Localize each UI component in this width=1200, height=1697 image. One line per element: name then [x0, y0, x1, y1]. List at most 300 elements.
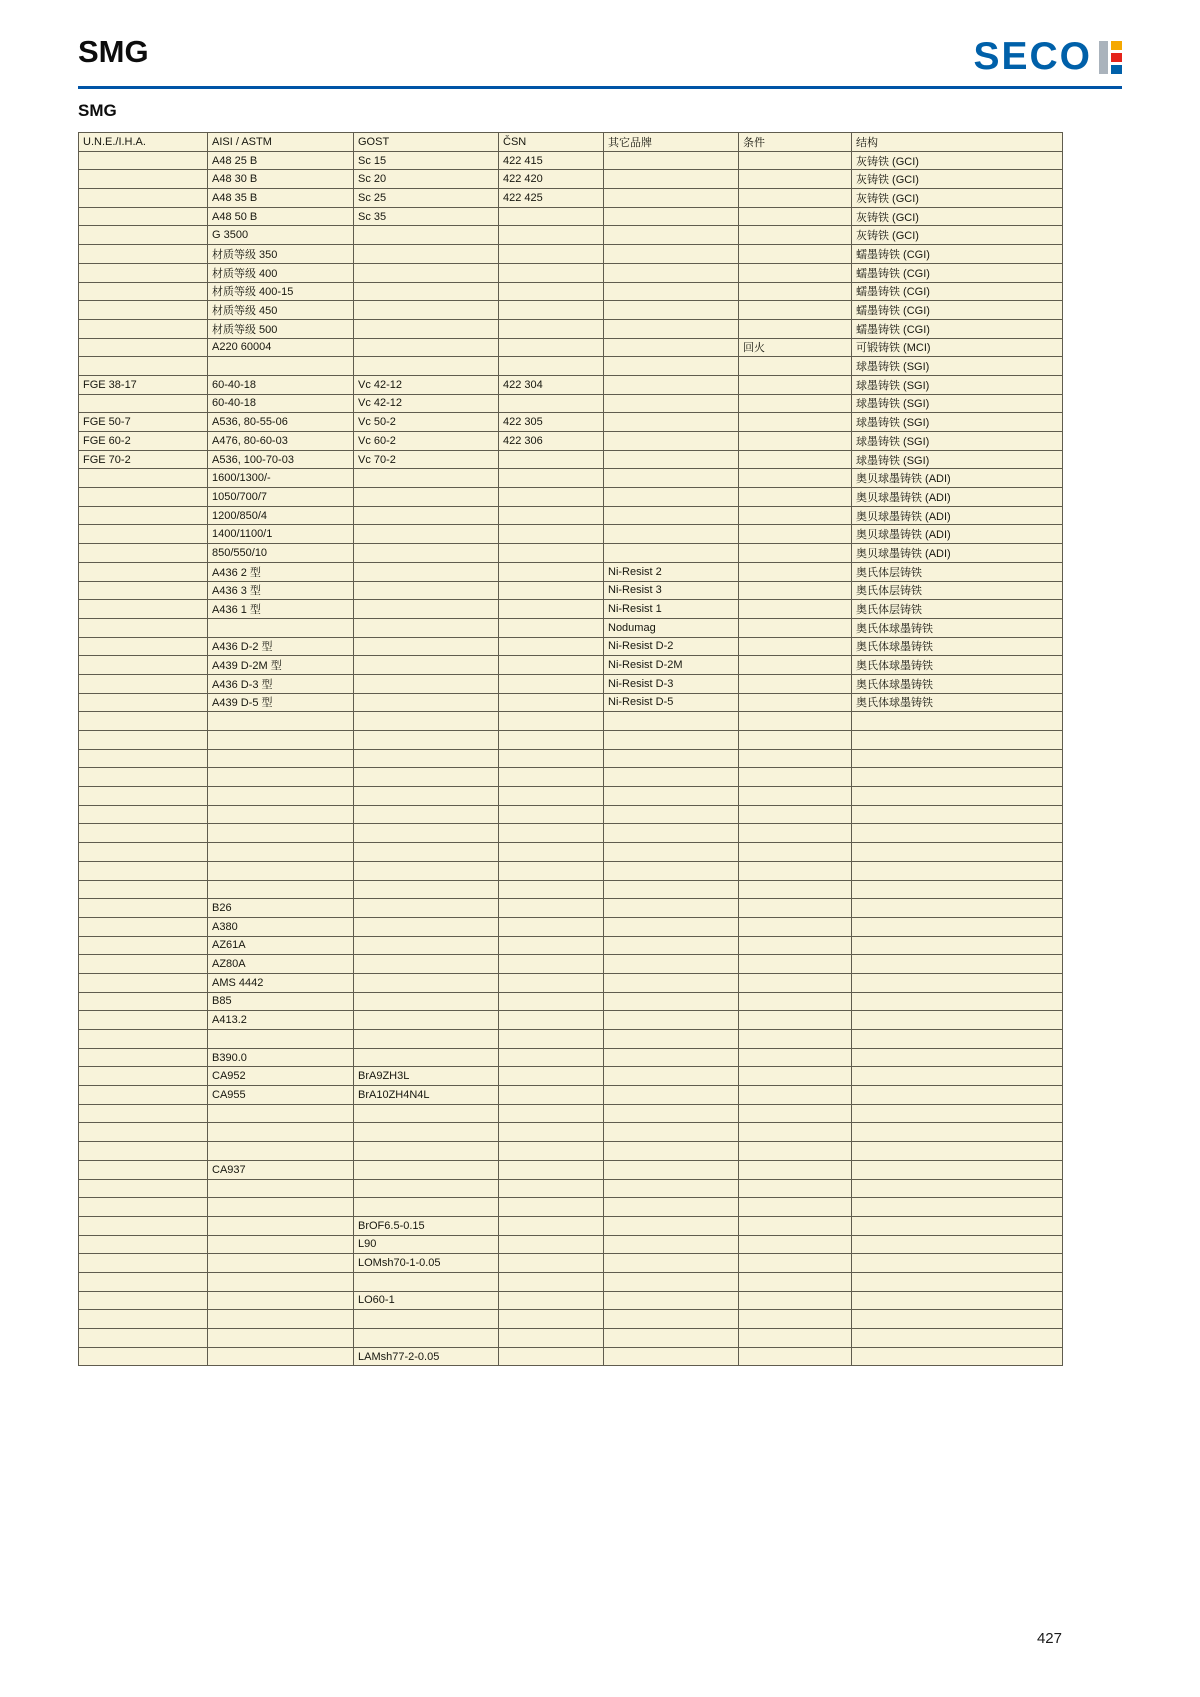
table-cell — [604, 338, 739, 357]
table-cell: FGE 60-2 — [79, 432, 208, 451]
column-header-condition: 条件 — [739, 133, 852, 152]
table-row — [79, 674, 1063, 693]
table-cell — [354, 656, 499, 675]
table-container — [78, 132, 1063, 1366]
table-cell: 灰铸铁 (GCI) — [852, 226, 1063, 245]
table-cell — [79, 207, 208, 226]
table-cell — [208, 1216, 354, 1235]
table-cell — [499, 226, 604, 245]
table-cell — [739, 1291, 852, 1310]
table-cell — [499, 245, 604, 264]
table-cell: 灰铸铁 (GCI) — [852, 207, 1063, 226]
table-cell: L90 — [354, 1235, 499, 1254]
table-row — [79, 1011, 1063, 1030]
table-cell — [604, 1160, 739, 1179]
table-cell — [354, 506, 499, 525]
table-cell — [79, 1310, 208, 1329]
table-cell — [208, 861, 354, 880]
table-cell — [604, 899, 739, 918]
table-cell: 1050/700/7 — [208, 488, 354, 507]
table-cell — [739, 506, 852, 525]
table-cell — [739, 1048, 852, 1067]
table-cell — [852, 861, 1063, 880]
table-cell — [354, 637, 499, 656]
table-cell — [499, 674, 604, 693]
table-cell — [499, 600, 604, 619]
table-cell — [208, 787, 354, 806]
table-cell — [604, 1235, 739, 1254]
table-cell: Ni-Resist D-2M — [604, 656, 739, 675]
table-cell — [739, 469, 852, 488]
table-cell — [79, 544, 208, 563]
table-cell — [739, 226, 852, 245]
table-cell: LAMsh77-2-0.05 — [354, 1347, 499, 1366]
table-cell — [499, 469, 604, 488]
table-row — [79, 506, 1063, 525]
table-cell — [79, 562, 208, 581]
table-cell — [354, 973, 499, 992]
table-cell — [739, 843, 852, 862]
table-cell: 422 425 — [499, 189, 604, 208]
table-cell — [79, 787, 208, 806]
table-cell: Sc 15 — [354, 151, 499, 170]
table-cell — [499, 787, 604, 806]
table-cell — [739, 936, 852, 955]
table-cell: LOMsh70-1-0.05 — [354, 1254, 499, 1273]
table-cell — [739, 1254, 852, 1273]
table-cell — [79, 843, 208, 862]
table-cell — [499, 656, 604, 675]
table-cell — [79, 861, 208, 880]
table-cell — [852, 1086, 1063, 1105]
table-cell — [79, 282, 208, 301]
table-cell: 材质等级 400 — [208, 263, 354, 282]
table-cell: LO60-1 — [354, 1291, 499, 1310]
table-cell — [604, 1216, 739, 1235]
table-cell — [739, 768, 852, 787]
table-cell — [208, 1123, 354, 1142]
table-cell: Ni-Resist D-2 — [604, 637, 739, 656]
table-row — [79, 1048, 1063, 1067]
table-cell — [499, 450, 604, 469]
table-cell — [604, 973, 739, 992]
table-cell: Vc 50-2 — [354, 413, 499, 432]
table-cell — [604, 805, 739, 824]
table-row — [79, 1347, 1063, 1366]
table-cell — [354, 1104, 499, 1123]
table-cell — [852, 1235, 1063, 1254]
table-cell: Ni-Resist 1 — [604, 600, 739, 619]
table-cell — [79, 1272, 208, 1291]
table-cell — [79, 1067, 208, 1086]
table-cell — [354, 805, 499, 824]
table-cell — [208, 768, 354, 787]
table-cell — [852, 917, 1063, 936]
table-cell — [604, 544, 739, 563]
table-cell — [499, 824, 604, 843]
table-cell: 奥氏体球墨铸铁 — [852, 618, 1063, 637]
table-cell: FGE 50-7 — [79, 413, 208, 432]
table-cell — [354, 1030, 499, 1049]
table-cell — [208, 805, 354, 824]
table-cell — [208, 1142, 354, 1161]
table-cell: 蠕墨铸铁 (CGI) — [852, 319, 1063, 338]
table-cell: A439 D-5 型 — [208, 693, 354, 712]
table-cell — [604, 151, 739, 170]
table-cell — [79, 992, 208, 1011]
table-cell — [208, 843, 354, 862]
table-row — [79, 637, 1063, 656]
table-row — [79, 170, 1063, 189]
table-cell — [852, 1142, 1063, 1161]
table-cell — [852, 1291, 1063, 1310]
table-cell — [79, 1030, 208, 1049]
table-cell: A436 D-2 型 — [208, 637, 354, 656]
table-cell: 奥贝球墨铸铁 (ADI) — [852, 469, 1063, 488]
table-cell — [208, 1329, 354, 1348]
table-cell — [208, 1254, 354, 1273]
table-cell — [354, 1272, 499, 1291]
table-cell — [499, 357, 604, 376]
table-cell — [604, 525, 739, 544]
table-cell: 奥氏体层铸铁 — [852, 600, 1063, 619]
table-cell: AMS 4442 — [208, 973, 354, 992]
table-row — [79, 263, 1063, 282]
table-cell — [739, 1216, 852, 1235]
table-cell — [604, 413, 739, 432]
table-cell — [604, 917, 739, 936]
table-row — [79, 824, 1063, 843]
table-cell — [79, 600, 208, 619]
table-cell — [354, 544, 499, 563]
table-cell — [604, 1310, 739, 1329]
table-cell — [354, 1142, 499, 1161]
table-cell — [79, 712, 208, 731]
table-cell — [739, 824, 852, 843]
table-cell: 蠕墨铸铁 (CGI) — [852, 245, 1063, 264]
table-cell — [852, 1067, 1063, 1086]
seco-logo-mark-icon — [1099, 41, 1122, 74]
column-header-gost: GOST — [354, 133, 499, 152]
table-cell: 回火 — [739, 338, 852, 357]
table-cell: Ni-Resist D-3 — [604, 674, 739, 693]
table-cell — [604, 301, 739, 320]
table-cell — [739, 861, 852, 880]
table-cell — [499, 880, 604, 899]
table-cell — [852, 1030, 1063, 1049]
table-cell — [499, 506, 604, 525]
table-row — [79, 1310, 1063, 1329]
table-cell — [354, 674, 499, 693]
table-cell — [852, 880, 1063, 899]
table-cell — [852, 1160, 1063, 1179]
table-cell — [499, 861, 604, 880]
table-cell — [79, 394, 208, 413]
table-cell — [604, 357, 739, 376]
table-cell — [739, 1086, 852, 1105]
table-cell — [79, 506, 208, 525]
table-cell — [604, 955, 739, 974]
table-row — [79, 151, 1063, 170]
table-cell — [739, 656, 852, 675]
table-row — [79, 282, 1063, 301]
table-cell — [208, 1198, 354, 1217]
table-cell — [499, 805, 604, 824]
table-cell: Sc 25 — [354, 189, 499, 208]
table-row — [79, 861, 1063, 880]
table-cell: FGE 70-2 — [79, 450, 208, 469]
table-cell — [604, 488, 739, 507]
table-cell — [852, 899, 1063, 918]
table-cell: 蠕墨铸铁 (CGI) — [852, 263, 1063, 282]
table-cell — [739, 357, 852, 376]
table-cell — [739, 263, 852, 282]
table-cell — [208, 1104, 354, 1123]
table-row — [79, 544, 1063, 563]
table-cell — [79, 731, 208, 750]
table-cell — [79, 1104, 208, 1123]
table-cell: A536, 80-55-06 — [208, 413, 354, 432]
table-cell — [739, 432, 852, 451]
table-cell — [354, 301, 499, 320]
logo-yellow-square — [1111, 41, 1122, 50]
table-cell: 球墨铸铁 (SGI) — [852, 450, 1063, 469]
table-cell — [852, 1329, 1063, 1348]
table-cell — [79, 1216, 208, 1235]
table-cell: 422 304 — [499, 375, 604, 394]
table-cell: 灰铸铁 (GCI) — [852, 189, 1063, 208]
seco-logo — [973, 35, 1122, 78]
table-row — [79, 525, 1063, 544]
table-cell — [499, 562, 604, 581]
table-cell — [499, 1067, 604, 1086]
table-cell — [739, 581, 852, 600]
table-cell — [739, 375, 852, 394]
table-row — [79, 1086, 1063, 1105]
table-cell — [499, 1142, 604, 1161]
table-cell: AZ80A — [208, 955, 354, 974]
table-cell: A48 50 B — [208, 207, 354, 226]
table-cell — [79, 1048, 208, 1067]
table-cell — [354, 1310, 499, 1329]
table-cell — [739, 731, 852, 750]
table-cell — [208, 1291, 354, 1310]
table-cell — [354, 226, 499, 245]
table-cell — [739, 880, 852, 899]
table-cell — [739, 1011, 852, 1030]
table-row — [79, 768, 1063, 787]
table-row — [79, 955, 1063, 974]
table-cell — [354, 282, 499, 301]
table-row — [79, 1160, 1063, 1179]
table-cell — [79, 955, 208, 974]
table-cell — [354, 488, 499, 507]
table-cell — [354, 768, 499, 787]
table-row — [79, 1272, 1063, 1291]
table-row — [79, 301, 1063, 320]
table-cell: 422 415 — [499, 151, 604, 170]
table-cell — [354, 1011, 499, 1030]
table-cell — [499, 731, 604, 750]
table-cell — [208, 1272, 354, 1291]
table-cell — [739, 805, 852, 824]
table-cell — [499, 693, 604, 712]
table-cell — [79, 488, 208, 507]
table-cell — [739, 525, 852, 544]
table-cell: 奥氏体层铸铁 — [852, 562, 1063, 581]
table-cell — [354, 1179, 499, 1198]
table-cell — [604, 1123, 739, 1142]
table-cell — [208, 880, 354, 899]
table-cell — [499, 749, 604, 768]
logo-red-square — [1111, 53, 1122, 62]
table-cell — [604, 843, 739, 862]
table-cell — [79, 301, 208, 320]
table-cell — [499, 637, 604, 656]
table-cell: 60-40-18 — [208, 394, 354, 413]
table-row — [79, 1254, 1063, 1273]
table-cell — [499, 1198, 604, 1217]
table-cell — [604, 1291, 739, 1310]
material-cross-reference-table — [78, 132, 1063, 1366]
table-cell — [739, 245, 852, 264]
table-cell: 材质等级 400-15 — [208, 282, 354, 301]
table-cell — [499, 338, 604, 357]
table-cell — [852, 1179, 1063, 1198]
table-cell — [604, 1048, 739, 1067]
table-cell — [739, 973, 852, 992]
table-cell — [604, 319, 739, 338]
table-cell — [604, 450, 739, 469]
table-cell — [79, 525, 208, 544]
table-cell — [739, 1310, 852, 1329]
table-cell — [604, 880, 739, 899]
table-cell — [852, 805, 1063, 824]
table-cell: 奥氏体层铸铁 — [852, 581, 1063, 600]
table-cell: 材质等级 500 — [208, 319, 354, 338]
table-cell: A48 25 B — [208, 151, 354, 170]
table-cell — [499, 712, 604, 731]
table-cell — [79, 338, 208, 357]
table-cell — [499, 1272, 604, 1291]
table-cell — [739, 189, 852, 208]
table-cell: AZ61A — [208, 936, 354, 955]
table-row — [79, 432, 1063, 451]
table-cell — [354, 1198, 499, 1217]
table-cell: 奥氏体球墨铸铁 — [852, 693, 1063, 712]
table-cell — [79, 263, 208, 282]
table-cell — [499, 1235, 604, 1254]
table-cell — [852, 824, 1063, 843]
table-cell: BrA9ZH3L — [354, 1067, 499, 1086]
table-row — [79, 469, 1063, 488]
logo-blue-square — [1111, 65, 1122, 74]
table-row — [79, 207, 1063, 226]
table-cell: CA952 — [208, 1067, 354, 1086]
table-cell — [499, 1160, 604, 1179]
table-row — [79, 899, 1063, 918]
table-cell — [852, 1310, 1063, 1329]
table-row — [79, 1291, 1063, 1310]
table-cell — [604, 731, 739, 750]
table-cell — [739, 413, 852, 432]
table-cell: 422 420 — [499, 170, 604, 189]
table-cell — [354, 843, 499, 862]
table-cell — [739, 674, 852, 693]
table-cell: 可锻铸铁 (MCI) — [852, 338, 1063, 357]
table-cell — [354, 880, 499, 899]
table-cell: Vc 60-2 — [354, 432, 499, 451]
table-row — [79, 357, 1063, 376]
table-cell — [739, 1235, 852, 1254]
table-cell — [604, 768, 739, 787]
table-cell — [604, 375, 739, 394]
table-cell — [499, 1291, 604, 1310]
table-cell — [499, 1123, 604, 1142]
table-cell: FGE 38-17 — [79, 375, 208, 394]
table-cell — [852, 787, 1063, 806]
table-row — [79, 1329, 1063, 1348]
table-cell — [79, 151, 208, 170]
table-row — [79, 712, 1063, 731]
table-cell — [739, 151, 852, 170]
table-cell — [354, 693, 499, 712]
table-cell — [354, 1123, 499, 1142]
table-cell: 球墨铸铁 (SGI) — [852, 432, 1063, 451]
table-cell — [499, 992, 604, 1011]
table-cell — [739, 1329, 852, 1348]
table-cell: 422 306 — [499, 432, 604, 451]
table-cell — [499, 1048, 604, 1067]
table-cell: 奥氏体球墨铸铁 — [852, 637, 1063, 656]
table-cell: 球墨铸铁 (SGI) — [852, 413, 1063, 432]
table-cell: 850/550/10 — [208, 544, 354, 563]
table-cell — [604, 992, 739, 1011]
table-row — [79, 805, 1063, 824]
table-cell — [852, 1011, 1063, 1030]
table-cell — [604, 263, 739, 282]
table-cell — [604, 469, 739, 488]
table-cell — [208, 712, 354, 731]
table-cell — [852, 1198, 1063, 1217]
table-cell — [739, 301, 852, 320]
table-row — [79, 245, 1063, 264]
table-cell: 蠕墨铸铁 (CGI) — [852, 282, 1063, 301]
table-cell: Vc 42-12 — [354, 394, 499, 413]
table-row — [79, 319, 1063, 338]
table-cell — [739, 562, 852, 581]
table-cell: 60-40-18 — [208, 375, 354, 394]
table-row — [79, 1030, 1063, 1049]
table-cell — [354, 525, 499, 544]
table-cell: 蠕墨铸铁 (CGI) — [852, 301, 1063, 320]
table-cell — [79, 189, 208, 208]
column-header-csn: ČSN — [499, 133, 604, 152]
table-row — [79, 693, 1063, 712]
table-cell — [604, 282, 739, 301]
table-row — [79, 1198, 1063, 1217]
table-cell — [354, 1048, 499, 1067]
table-cell — [852, 1216, 1063, 1235]
table-cell — [604, 394, 739, 413]
table-cell — [208, 1030, 354, 1049]
table-cell — [499, 1011, 604, 1030]
table-cell — [354, 787, 499, 806]
table-cell — [739, 1160, 852, 1179]
table-cell — [604, 861, 739, 880]
table-row — [79, 226, 1063, 245]
table-cell — [354, 936, 499, 955]
